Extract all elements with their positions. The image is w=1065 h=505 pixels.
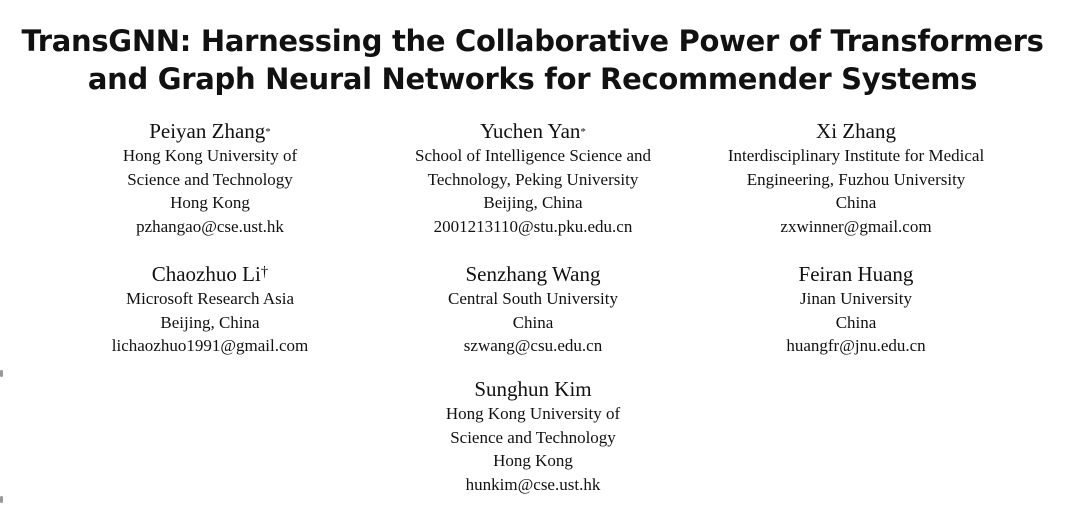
title-line-2: and Graph Neural Networks for Recommender Systems — [87, 62, 978, 96]
author-affiliation: Microsoft Research Asia — [125, 289, 295, 308]
author-affiliation: Hong Kong University of — [122, 146, 298, 165]
author-email: szwang@csu.edu.cn — [463, 336, 603, 355]
author-email: lichaozhuo1991@gmail.com — [111, 336, 309, 355]
author-block-sunghun-kim — [363, 376, 703, 496]
author-location: China — [835, 193, 877, 212]
author-name: Xi Zhang — [816, 119, 896, 143]
equal-contribution-mark: * — [265, 126, 271, 138]
author-affiliation: Science and Technology — [450, 427, 616, 447]
author-email: zxwinner@gmail.com — [780, 216, 932, 236]
author-name: Senzhang Wang — [465, 262, 601, 286]
author-location: Hong Kong — [170, 193, 250, 212]
author-email: pzhangao@cse.ust.hk — [136, 216, 284, 236]
author-location: China — [512, 312, 554, 332]
author-name: Feiran Huang — [798, 262, 914, 286]
author-affiliation: Central South University — [448, 289, 618, 308]
author-location: Beijing, China — [483, 193, 583, 212]
author-block-peiyan-zhang — [40, 118, 380, 238]
title-line-1: TransGNN: Harnessing the Collaborative Power of Transformers — [21, 24, 1044, 58]
corresponding-author-mark: † — [260, 264, 269, 280]
margin-mark — [0, 496, 3, 503]
author-affiliation: Engineering, Fuzhou University — [746, 169, 966, 189]
author-email: huangfr@jnu.edu.cn — [786, 336, 926, 355]
author-block-xi-zhang — [686, 118, 1026, 238]
paper-title — [0, 22, 1065, 98]
equal-contribution-mark: * — [580, 126, 586, 138]
author-location: China — [835, 312, 877, 332]
margin-mark — [0, 370, 3, 377]
author-location: Hong Kong — [493, 451, 573, 470]
author-location: Beijing, China — [160, 312, 260, 332]
author-affiliation: Interdisciplinary Institute for Medical — [727, 146, 985, 165]
author-block-feiran-huang — [686, 261, 1026, 358]
author-name: Sunghun Kim — [474, 377, 592, 401]
author-block-chaozhuo-li — [40, 261, 380, 358]
author-affiliation: Technology, Peking University — [427, 169, 639, 189]
author-name: Chaozhuo Li† — [151, 262, 269, 286]
author-email: hunkim@cse.ust.hk — [465, 474, 601, 494]
author-affiliation: Hong Kong University of — [445, 404, 621, 423]
author-block-senzhang-wang — [363, 261, 703, 358]
author-name: Yuchen Yan* — [480, 119, 586, 143]
author-affiliation: Science and Technology — [127, 169, 293, 189]
author-affiliation: Jinan University — [800, 289, 912, 308]
author-block-yuchen-yan — [363, 118, 703, 238]
author-email: 2001213110@stu.pku.edu.cn — [433, 216, 633, 236]
author-name: Peiyan Zhang* — [149, 119, 271, 143]
author-affiliation: School of Intelligence Science and — [414, 146, 652, 165]
